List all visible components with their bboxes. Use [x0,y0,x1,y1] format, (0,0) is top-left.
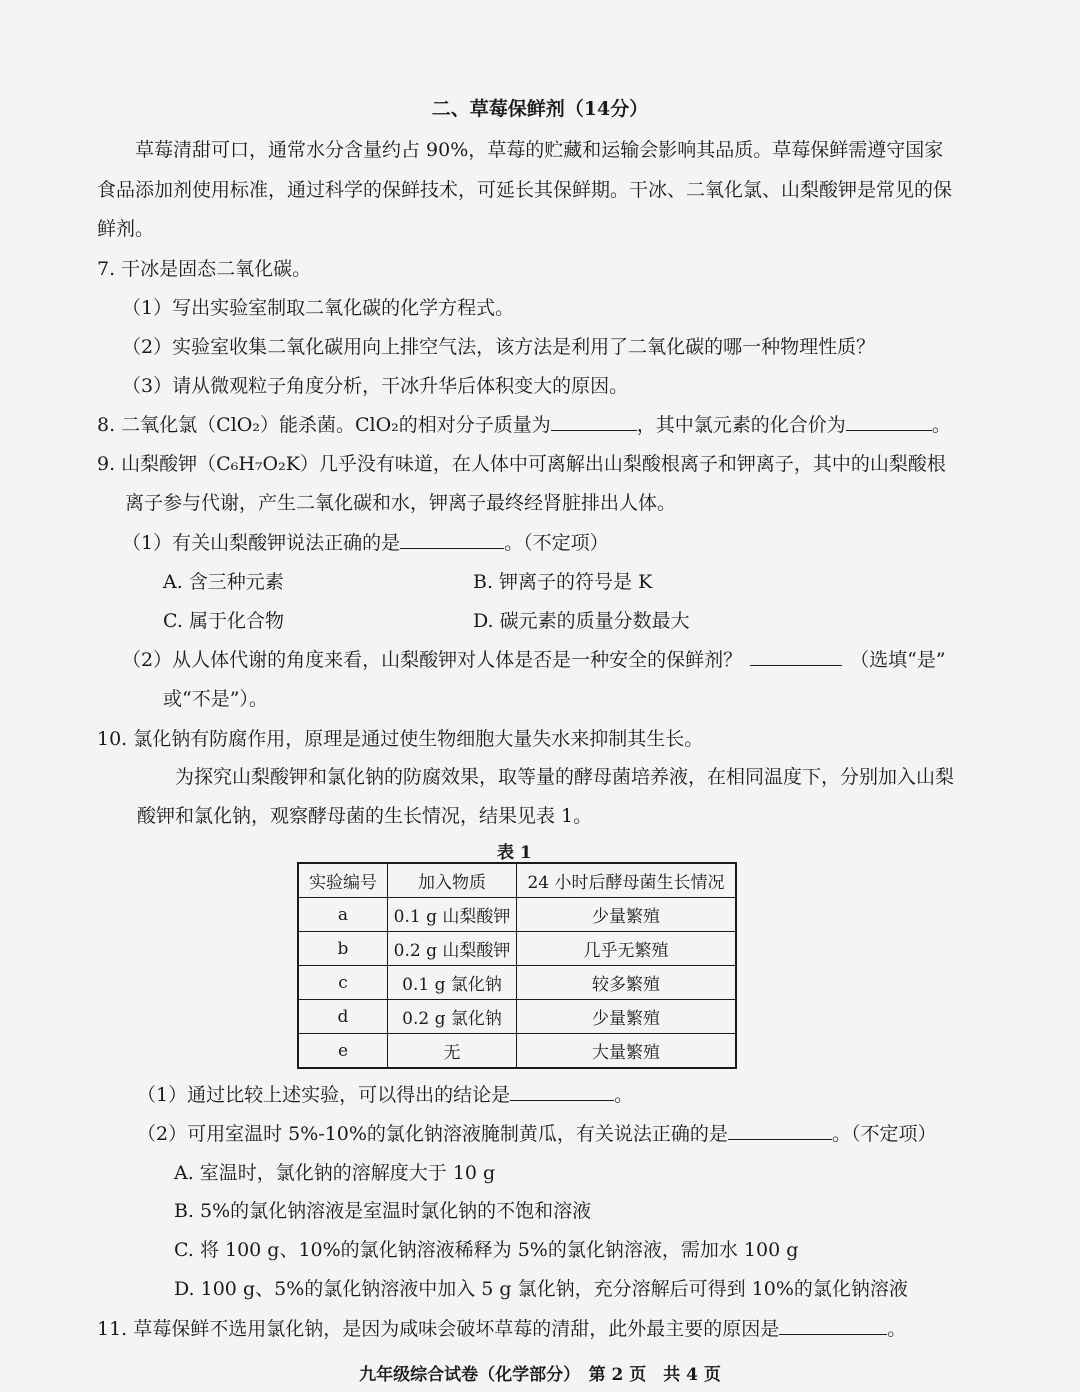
table-header: 加入物质 [388,863,517,898]
table-row [298,898,736,932]
table-cell: 少量繁殖 [517,898,737,932]
q9-p1-blank[interactable] [400,530,504,549]
q8-blank-valence[interactable] [846,412,932,431]
table-header: 实验编号 [298,863,388,898]
q10-p1-suffix: 。 [614,1084,634,1106]
q10-option-d: D. 100 g、5%的氯化钠溶液中加入 5 g 氯化钠，充分溶解后可得到 10%的氯化钠溶液 [174,1278,908,1300]
q9-option-c: C. 属于化合物 [163,610,284,632]
q9-part-2-cont: 或“不是”）。 [163,688,268,710]
q10-option-c: C. 将 100 g、10%的氯化钠溶液稀释为 5%的氯化钠溶液，需加水 100 g [174,1239,799,1261]
table-cell: e [298,1034,388,1069]
table-cell: 少量繁殖 [517,1000,737,1034]
page-footer: 九年级综合试卷（化学部分） 第 2 页 共 4 页 [359,1365,721,1385]
q7-stem: 7. 干冰是固态二氧化碳。 [97,258,312,280]
q11-text: 11. 草莓保鲜不选用氯化钠，是因为咸味会破坏草莓的清甜，此外最主要的原因是 [97,1318,780,1340]
table-cell: b [298,932,388,966]
table-cell: 0.1 g 山梨酸钾 [388,898,517,932]
q10-stem: 10. 氯化钠有防腐作用，原理是通过使生物细胞大量失水来抑制其生长。 [97,728,704,750]
q10-p2-blank[interactable] [728,1121,832,1140]
q9-stem-1: 9. 山梨酸钾（C₆H₇O₂K）几乎没有味道，在人体中可离解出山梨酸根离子和钾离子，其中的山梨酸根 [97,453,946,475]
q10-desc-1: 为探究山梨酸钾和氯化钠的防腐效果，取等量的酵母菌培养液，在相同温度下，分别加入山梨 [175,766,955,788]
table-cell: 0.2 g 氯化钠 [388,1000,517,1034]
q11-blank[interactable] [779,1316,887,1335]
q8-text-a: 8. 二氧化氯（ClO₂）能杀菌。ClO₂的相对分子质量为 [97,414,551,436]
table-cell: 0.2 g 山梨酸钾 [388,932,517,966]
q9-p1-suffix: 。（不定项） [504,532,609,554]
q9-p2-text: （2）从人体代谢的角度来看，山梨酸钾对人体是否是一种安全的保鲜剂？ [122,649,743,671]
q8-text-c: 。 [931,414,951,436]
q10-p2-suffix: 。（不定项） [831,1123,937,1145]
table-cell: 较多繁殖 [517,966,737,1000]
table-header-row [298,863,736,898]
table-cell: c [298,966,388,1000]
table-row [298,1000,736,1034]
q10-option-a: A. 室温时，氯化钠的溶解度大于 10 g [174,1162,496,1184]
q9-p2-suffix: （选填“是” [850,649,946,671]
q10-p1-blank[interactable] [510,1082,614,1101]
q8-text-b: ，其中氯元素的化合价为 [636,414,846,436]
q9-p2-blank[interactable] [750,647,842,666]
q10-part-1 [137,1082,633,1108]
q10-desc-2: 酸钾和氯化钠，观察酵母菌的生长情况，结果见表 1。 [137,805,593,827]
table-cell: 0.1 g 氯化钠 [388,966,517,1000]
section-title: 二、草莓保鲜剂（14分） [431,98,649,120]
table-caption: 表 1 [497,843,532,863]
intro-line-2: 食品添加剂使用标准，通过科学的保鲜技术，可延长其保鲜期。干冰、二氧化氯、山梨酸钾是常见的保 [97,179,953,201]
q9-option-a: A. 含三种元素 [163,571,284,593]
q10-part-2 [137,1121,936,1147]
intro-line-3: 鲜剂。 [97,218,155,240]
q7-part-2: （2）实验室收集二氧化碳用向上排空气法，该方法是利用了二氧化碳的哪一种物理性质？ [122,336,876,358]
q9-option-d: D. 碳元素的质量分数最大 [473,610,690,632]
table-cell: d [298,1000,388,1034]
q11-line [97,1316,906,1342]
table-row [298,932,736,966]
intro-line-1: 草莓清甜可口，通常水分含量约占 90%，草莓的贮藏和运输会影响其品质。草莓保鲜需遵守国家 [135,139,944,161]
table-row [298,1034,736,1069]
q9-option-b: B. 钾离子的符号是 K [473,571,653,593]
q8-blank-mass[interactable] [551,412,637,431]
table-cell: 大量繁殖 [517,1034,737,1069]
q9-stem-2: 离子参与代谢，产生二氧化碳和水，钾离子最终经肾脏排出人体。 [125,492,677,514]
q10-p2-text: （2）可用室温时 5%-10%的氯化钠溶液腌制黄瓜，有关说法正确的是 [137,1123,728,1145]
table-cell: a [298,898,388,932]
q8-line [97,412,951,438]
q10-option-b: B. 5%的氯化钠溶液是室温时氯化钠的不饱和溶液 [174,1200,592,1222]
q7-part-1: （1）写出实验室制取二氧化碳的化学方程式。 [122,297,515,319]
q11-suffix: 。 [887,1318,907,1340]
table-row [298,966,736,1000]
table-cell: 几乎无繁殖 [517,932,737,966]
results-table [297,862,737,1069]
q9-part-1 [122,530,609,556]
table-header: 24 小时后酵母菌生长情况 [517,863,737,898]
q10-p1-text: （1）通过比较上述实验，可以得出的结论是 [137,1084,511,1106]
q9-p1-text: （1）有关山梨酸钾说法正确的是 [122,532,401,554]
table-cell: 无 [388,1034,517,1069]
q9-part-2 [122,647,946,673]
q7-part-3: （3）请从微观粒子角度分析，干冰升华后体积变大的原因。 [122,375,629,397]
